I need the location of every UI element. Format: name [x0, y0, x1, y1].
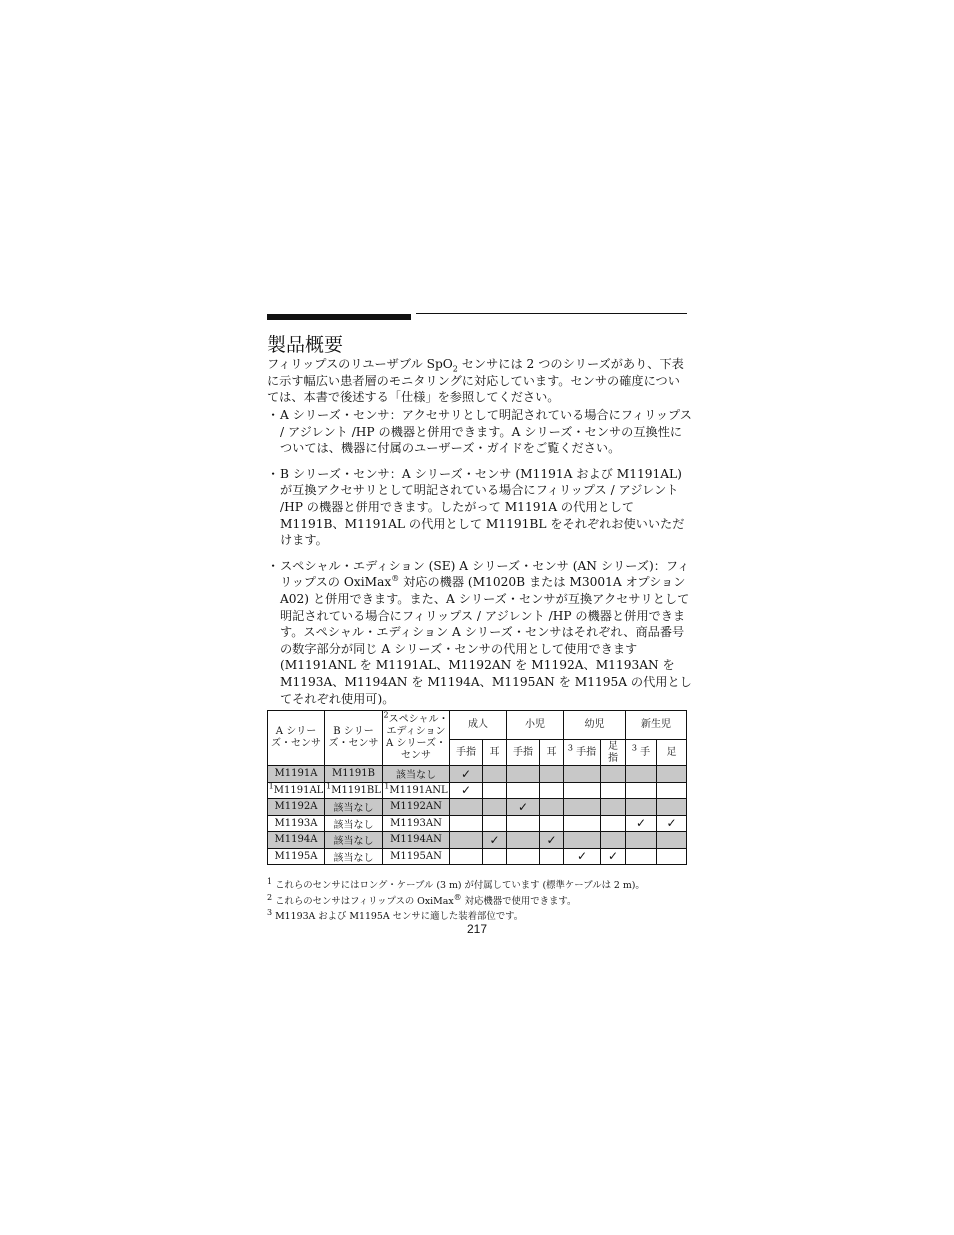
cell-se-series-label: M1191ANL	[389, 784, 448, 796]
header-neonate: 新生児	[626, 711, 687, 740]
intro-text-after: センサには 2 つのシリーズがあり、下表に示す幅広い患者層のモニタリングに対応しています。センサの確度については、本書で後述する「仕様」を参照してください。	[267, 357, 684, 405]
cell-check	[564, 815, 601, 832]
footnote-2-number: 2	[267, 892, 273, 902]
bullet-b-series-text: B シリーズ・センサ：A シリーズ・センサ (M1191A および M1191AL) が互換アクセサリとして明記されている場合にフィリップス / アジレント /HP の機器と併用できます。したがって M1191A の代用として M1191B、M1191AL の代用として M1191BL をそれぞれお使いいただけます。	[280, 466, 685, 548]
table-row	[268, 782, 687, 799]
bullet-mark: ・	[267, 558, 280, 573]
cell-se-series-label: M1194AN	[390, 834, 442, 846]
footnote-ref: 1	[326, 781, 332, 791]
cell-check	[483, 832, 507, 849]
cell-check	[626, 782, 657, 799]
cell-check	[450, 799, 483, 816]
cell-a-series	[268, 815, 325, 832]
cell-check	[450, 848, 483, 865]
cell-a-series-label: M1192A	[274, 801, 318, 813]
cell-check	[483, 782, 507, 799]
intro-o: O	[442, 357, 453, 371]
cell-check	[507, 848, 540, 865]
cell-b-series-label: 該当なし	[333, 852, 374, 864]
table-row	[268, 848, 687, 865]
header-neo-hand-label: 手	[640, 746, 651, 758]
cell-b-series-label: M1191BL	[331, 784, 381, 796]
cell-se-series-label: 該当なし	[396, 770, 436, 782]
cell-check	[540, 766, 564, 783]
header-inf-finger-label: 手指	[576, 746, 597, 758]
cell-check	[483, 815, 507, 832]
table-row	[268, 815, 687, 832]
cell-a-series	[268, 799, 325, 816]
footnote-3-text: M1193A および M1195A センサに適した装着部位です。	[275, 911, 524, 922]
header-se-series-label: スペシャル・エディション A シリーズ・センサ	[386, 714, 449, 761]
bullet-b-series	[267, 466, 692, 549]
intro-text-before: フィリップスのリユーザブル Sp	[267, 357, 443, 371]
registered-mark: ®	[453, 892, 462, 902]
cell-check	[483, 848, 507, 865]
check-icon: ✓	[607, 849, 619, 864]
header-adult-ear: 耳	[483, 740, 507, 766]
cell-check	[450, 782, 483, 799]
cell-check	[540, 832, 564, 849]
header-a-series: A シリーズ・センサ	[268, 711, 325, 766]
cell-check	[657, 832, 687, 849]
header-pediatric: 小児	[507, 711, 564, 740]
header-se-footnote-ref: 2	[383, 710, 389, 720]
bullet-se-series	[267, 558, 692, 707]
header-ped-finger: 手指	[507, 740, 540, 766]
cell-a-series-label: M1191A	[274, 768, 318, 780]
table-body	[268, 766, 687, 865]
cell-se-series-label: M1193AN	[390, 817, 442, 829]
header-neo-hand	[626, 740, 657, 766]
cell-check	[540, 815, 564, 832]
cell-se-series	[383, 848, 450, 865]
cell-b-series	[325, 815, 383, 832]
cell-b-series	[325, 766, 383, 783]
bullet-mark: ・	[267, 466, 280, 481]
cell-check	[564, 799, 601, 816]
cell-a-series-label: M1194A	[274, 834, 318, 846]
cell-se-series	[383, 766, 450, 783]
sensor-compatibility-table	[267, 710, 687, 865]
check-icon: ✓	[517, 799, 529, 814]
cell-check	[507, 832, 540, 849]
cell-check	[601, 799, 626, 816]
header-infant: 幼児	[564, 711, 626, 740]
cell-se-series	[383, 832, 450, 849]
header-inf-finger	[564, 740, 601, 766]
cell-check	[601, 832, 626, 849]
cell-a-series-label: M1195A	[274, 850, 318, 862]
cell-se-series-label: M1195AN	[390, 850, 442, 862]
cell-a-series	[268, 848, 325, 865]
cell-b-series-label: 該当なし	[333, 836, 374, 848]
cell-b-series-label: 該当なし	[333, 803, 374, 815]
section-rule-thick	[267, 314, 411, 320]
cell-check	[657, 799, 687, 816]
cell-check	[540, 782, 564, 799]
cell-check	[483, 799, 507, 816]
bullet-se-series-text-before: スペシャル・エディション (SE) A シリーズ・センサ (AN シリーズ)：フィリップスの OxiMax	[280, 558, 690, 590]
cell-se-series-label: M1192AN	[390, 801, 442, 813]
cell-b-series	[325, 782, 383, 799]
cell-check	[564, 832, 601, 849]
cell-a-series	[268, 832, 325, 849]
footnote-1-number: 1	[267, 876, 273, 886]
bullet-a-series	[267, 407, 692, 457]
cell-se-series	[383, 782, 450, 799]
cell-b-series	[325, 799, 383, 816]
header-inf-toe: 足指	[601, 740, 626, 766]
footnote-3-number: 3	[267, 907, 273, 917]
cell-check	[657, 766, 687, 783]
intro-paragraph	[267, 356, 692, 406]
cell-a-series	[268, 782, 325, 799]
cell-check	[626, 832, 657, 849]
cell-b-series-label: M1191B	[331, 768, 376, 780]
cell-check	[540, 799, 564, 816]
footnote-2-text-after: 対応機器で使用できます。	[461, 895, 577, 907]
cell-check	[657, 848, 687, 865]
header-inf-finger-footnote-ref: 3	[567, 743, 573, 753]
footnote-2	[267, 894, 697, 910]
header-b-series: B シリーズ・センサ	[325, 711, 383, 766]
header-neo-foot: 足	[657, 740, 687, 766]
cell-b-series-label: 該当なし	[333, 819, 374, 831]
cell-check	[450, 815, 483, 832]
cell-check	[483, 766, 507, 783]
cell-check	[601, 848, 626, 865]
page-title: 製品概要	[267, 334, 344, 356]
footnote-1	[267, 878, 697, 894]
footnote-ref: 1	[268, 781, 274, 791]
cell-b-series	[325, 848, 383, 865]
cell-check	[507, 766, 540, 783]
cell-check	[507, 782, 540, 799]
section-rule-thin	[416, 313, 687, 314]
cell-check	[626, 815, 657, 832]
cell-a-series-label: M1193A	[274, 817, 318, 829]
footnote-2-text-before: これらのセンサはフィリップスの OxiMax	[275, 895, 454, 907]
cell-check	[657, 782, 687, 799]
bullet-a-series-text: A シリーズ・センサ：アクセサリとして明記されている場合にフィリップス / アジレント /HP の機器と併用できます。A シリーズ・センサの互換性については、機器に付属のユーザーズ・ガイドをご覧ください。	[280, 408, 692, 456]
header-neo-hand-footnote-ref: 3	[631, 743, 637, 753]
header-adult: 成人	[450, 711, 507, 740]
cell-se-series	[383, 799, 450, 816]
cell-b-series	[325, 832, 383, 849]
cell-check	[540, 848, 564, 865]
cell-check	[564, 766, 601, 783]
check-icon: ✓	[666, 816, 677, 831]
footnote-ref: 1	[384, 781, 390, 791]
check-icon: ✓	[635, 816, 647, 831]
header-ped-ear: 耳	[540, 740, 564, 766]
cell-se-series	[383, 815, 450, 832]
cell-check	[626, 799, 657, 816]
cell-a-series-label: M1191AL	[273, 784, 324, 796]
page-number: 217	[466, 922, 488, 936]
registered-mark: ®	[391, 574, 400, 584]
table-row	[268, 799, 687, 816]
header-adult-finger: 手指	[450, 740, 483, 766]
series-bullet-list	[267, 407, 692, 716]
intro-subscript: 2	[452, 364, 458, 374]
check-icon: ✓	[546, 832, 557, 847]
cell-check	[601, 815, 626, 832]
cell-check	[601, 782, 626, 799]
check-icon: ✓	[460, 783, 472, 798]
cell-check	[507, 815, 540, 832]
cell-check	[564, 848, 601, 865]
cell-check	[564, 782, 601, 799]
check-icon: ✓	[460, 766, 472, 781]
table-row	[268, 832, 687, 849]
footnote-1-text: これらのセンサにはロング・ケーブル (3 m) が付属しています (標準ケーブルは 2 m)。	[275, 880, 645, 891]
table-row	[268, 766, 687, 783]
cell-check	[626, 848, 657, 865]
bullet-mark: ・	[267, 408, 280, 422]
check-icon: ✓	[576, 849, 588, 864]
cell-check	[657, 815, 687, 832]
check-icon: ✓	[489, 832, 500, 847]
cell-check	[507, 799, 540, 816]
bullet-se-series-text-after: 対応の機器 (M1020B または M3001A オプション A02) と併用できます。また、A シリーズ・センサが互換アクセサリとして明記されている場合にフィリップス / アジレント /HP の機器と併用できます。スペシャル・エディション A シリーズ・センサはそれぞれ、商品番号の数字部分が同じ A シリーズ・センサの代用として使用できます (M1191ANL を M1191AL、M1192AN を M1192A、M1193AN を M1193A、M1194AN を M1194A、M1195AN を M1195A の代用としてそれぞれ使用可)。	[280, 575, 692, 706]
cell-check	[626, 766, 657, 783]
cell-check	[450, 832, 483, 849]
header-se-series	[383, 711, 450, 766]
cell-check	[450, 766, 483, 783]
cell-check	[601, 766, 626, 783]
footnotes	[267, 878, 697, 925]
cell-a-series	[268, 766, 325, 783]
